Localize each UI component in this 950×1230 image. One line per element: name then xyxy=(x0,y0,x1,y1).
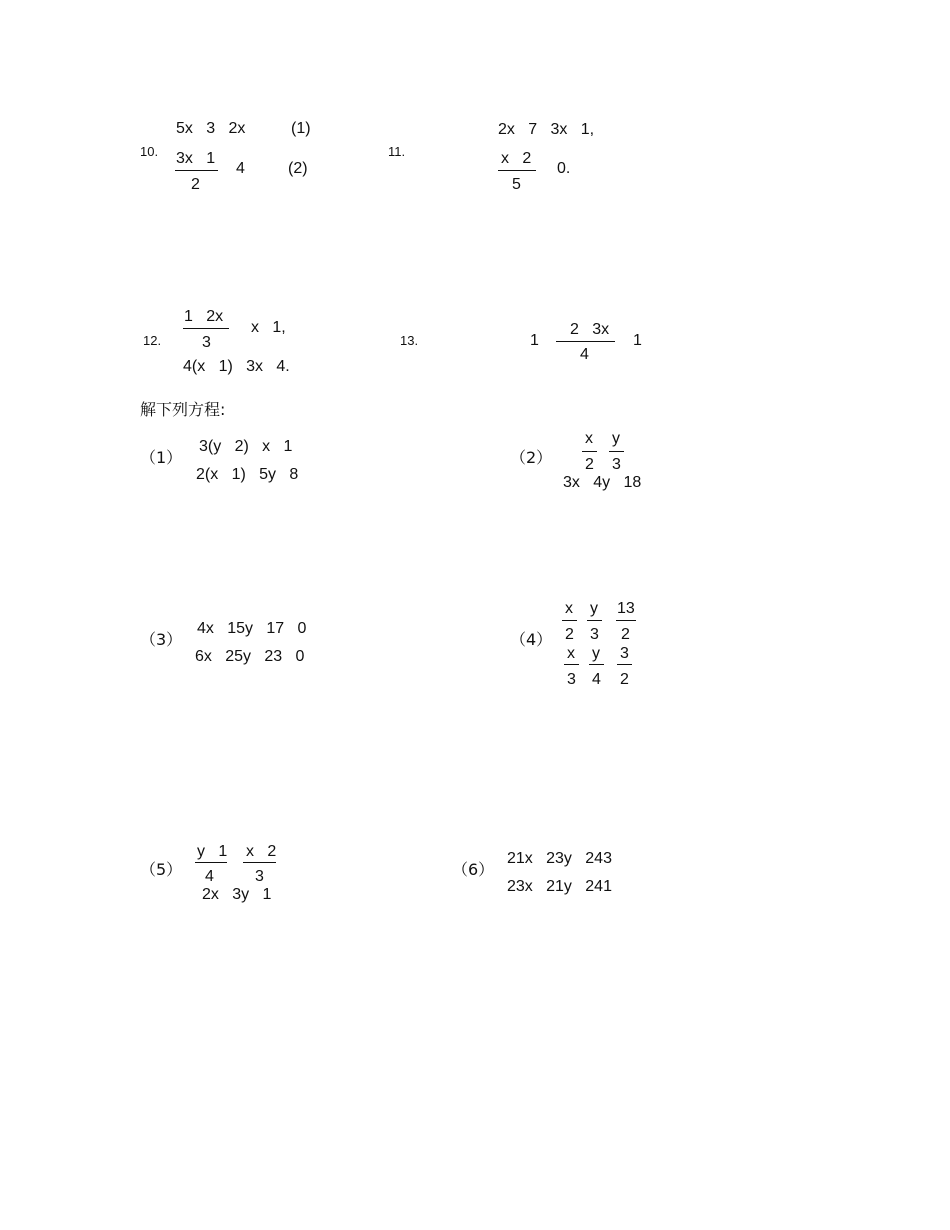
fraction-numerator: x 2 xyxy=(246,843,277,860)
fraction-denominator: 3 xyxy=(202,334,211,351)
fraction-denominator: 2 xyxy=(191,176,200,193)
fraction-denominator: 2 xyxy=(565,626,574,643)
problem-number: 12. xyxy=(143,333,162,348)
equation-line-2: 23x 21y 241 xyxy=(507,878,612,895)
system-label: （5） xyxy=(140,860,183,879)
fraction-numerator: y xyxy=(590,600,598,617)
system-label: （3） xyxy=(140,630,183,649)
fraction-denominator: 4 xyxy=(592,671,601,688)
inequality-line-2: 4(x 1) 3x 4. xyxy=(183,358,290,375)
equation-rhs: 4 xyxy=(236,160,245,177)
inequality-line-1: 2x 7 3x 1, xyxy=(498,121,595,138)
fraction-bar xyxy=(609,451,624,452)
fraction-numerator: 3x 1 xyxy=(176,150,216,167)
fraction-denominator: 2 xyxy=(620,671,629,688)
fraction-bar xyxy=(616,620,636,621)
fraction-bar xyxy=(564,664,579,665)
inequality-right: 1 xyxy=(633,332,642,349)
fraction-bar xyxy=(195,862,227,863)
section-heading: 解下列方程: xyxy=(140,400,226,419)
fraction-numerator: 3 xyxy=(620,645,629,662)
problem-number: 10. xyxy=(140,144,159,159)
equation-line-2: 3x 4y 18 xyxy=(563,474,642,491)
equation-line-2: 6x 25y 23 0 xyxy=(195,648,305,665)
inequality-rhs: 0. xyxy=(557,160,571,177)
fraction-bar xyxy=(589,664,604,665)
equation-line-1: 21x 23y 243 xyxy=(507,850,612,867)
system-label: （1） xyxy=(140,448,183,467)
fraction-numerator: 2 3x xyxy=(570,321,610,338)
fraction-numerator: y xyxy=(592,645,600,662)
fraction-numerator: x xyxy=(585,430,593,447)
fraction-numerator: x 2 xyxy=(501,150,532,167)
fraction-denominator: 3 xyxy=(590,626,599,643)
equation-line-1: 3(y 2) x 1 xyxy=(199,438,293,455)
equation-tag-1: (1) xyxy=(291,120,311,137)
fraction-bar xyxy=(175,170,218,171)
fraction-numerator: x xyxy=(567,645,575,662)
fraction-denominator: 4 xyxy=(580,346,589,363)
fraction-numerator: y xyxy=(612,430,620,447)
problem-number: 11. xyxy=(388,144,406,159)
inequality-left: 1 xyxy=(530,332,539,349)
fraction-bar xyxy=(243,862,276,863)
fraction-numerator: 13 xyxy=(617,600,635,617)
system-label: （4） xyxy=(510,630,553,649)
fraction-denominator: 3 xyxy=(567,671,576,688)
system-label: （2） xyxy=(510,448,553,467)
problem-number: 13. xyxy=(400,333,419,348)
fraction-numerator: x xyxy=(565,600,573,617)
fraction-bar xyxy=(617,664,632,665)
fraction-bar xyxy=(498,170,536,171)
fraction-denominator: 2 xyxy=(621,626,630,643)
fraction-bar xyxy=(562,620,577,621)
equation-line-2: 2(x 1) 5y 8 xyxy=(196,466,299,483)
fraction-bar xyxy=(183,328,229,329)
system-label: （6） xyxy=(452,860,495,879)
fraction-denominator: 5 xyxy=(512,176,521,193)
fraction-denominator: 2 xyxy=(585,456,594,473)
fraction-numerator: 1 2x xyxy=(184,308,224,325)
equation-tag-2: (2) xyxy=(288,160,308,177)
fraction-denominator: 4 xyxy=(205,868,214,885)
inequality-rhs: x 1, xyxy=(251,319,286,336)
fraction-denominator: 3 xyxy=(255,868,264,885)
equation-line-1: 4x 15y 17 0 xyxy=(197,620,307,637)
fraction-bar xyxy=(587,620,602,621)
fraction-numerator: y 1 xyxy=(197,843,228,860)
fraction-denominator: 3 xyxy=(612,456,621,473)
fraction-bar xyxy=(582,451,597,452)
equation-line-1: 5x 3 2x xyxy=(176,120,246,137)
equation-line-2: 2x 3y 1 xyxy=(202,886,272,903)
fraction-bar xyxy=(556,341,615,342)
